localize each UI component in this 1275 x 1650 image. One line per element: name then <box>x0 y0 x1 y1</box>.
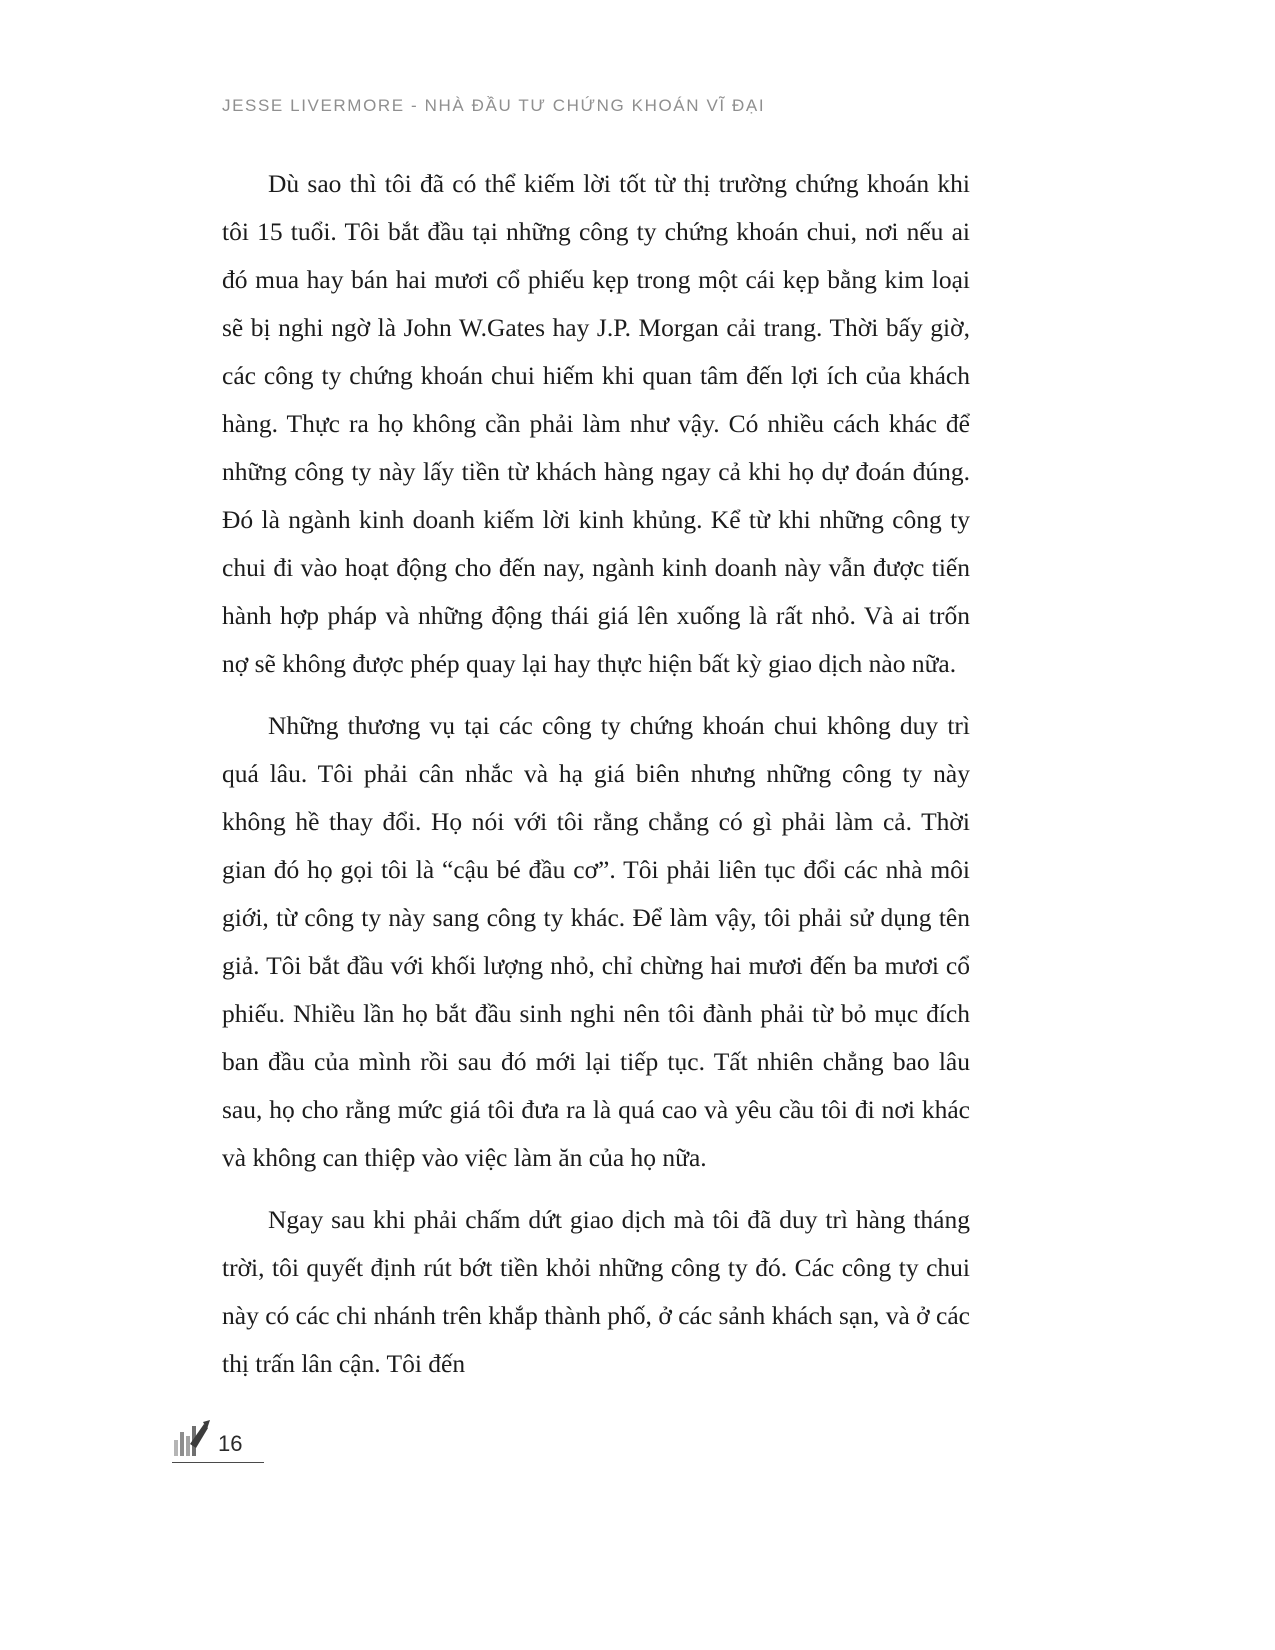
paragraph-1: Dù sao thì tôi đã có thể kiếm lời tốt từ thị trường chứng khoán khi tôi 15 tuổi. Tôi bắt đầu tại những công ty chứng khoán chui, nơi nếu ai đó mua hay bán hai mươi cổ phiếu kẹp trong một cái kẹp bằng kim loại sẽ bị nghi ngờ là John W.Gates hay J.P. Morgan cải trang. Thời bấy giờ, các công ty chứng khoán chui hiếm khi quan tâm đến lợi ích của khách hàng. Thực ra họ không cần phải làm như vậy. Có nhiều cách khác để những công ty này lấy tiền từ khách hàng ngay cả khi họ dự đoán đúng. Đó là ngành kinh doanh kiếm lời kinh khủng. Kể từ khi những công ty chui đi vào hoạt động cho đến nay, ngành kinh doanh này vẫn được tiến hành hợp pháp và những động thái giá lên xuống là rất nhỏ. Và ai trốn nợ sẽ không được phép quay lại hay thực hiện bất kỳ giao dịch nào nữa. <box>222 169 970 678</box>
paragraph-3: Ngay sau khi phải chấm dứt giao dịch mà tôi đã duy trì hàng tháng trời, tôi quyết định rút bớt tiền khỏi những công ty đó. Các công ty chui này có các chi nhánh trên khắp thành phố, ở các sảnh khách sạn, và ở các thị trấn lân cận. Tôi đến <box>222 1205 970 1378</box>
page-footer <box>172 1418 282 1463</box>
running-header: JESSE LIVERMORE - NHÀ ĐẦU TƯ CHỨNG KHOÁN VĨ ĐẠI <box>222 96 766 115</box>
page-number: 16 <box>218 1431 243 1456</box>
bar-chart-logo-icon <box>172 1418 210 1458</box>
paragraph-2: Những thương vụ tại các công ty chứng khoán chui không duy trì quá lâu. Tôi phải cân nhắc và hạ giá biên nhưng những công ty này không hề thay đổi. Họ nói với tôi rằng chẳng có gì phải làm cả. Thời gian đó họ gọi tôi là “cậu bé đầu cơ”. Tôi phải liên tục đổi các nhà môi giới, từ công ty này sang công ty khác. Để làm vậy, tôi phải sử dụng tên giả. Tôi bắt đầu với khối lượng nhỏ, chỉ chừng hai mươi đến ba mươi cổ phiếu. Nhiều lần họ bắt đầu sinh nghi nên tôi đành phải từ bỏ mục đích ban đầu của mình rồi sau đó mới lại tiếp tục. Tất nhiên chẳng bao lâu sau, họ cho rằng mức giá tôi đưa ra là quá cao và yêu cầu tôi đi nơi khác và không can thiệp vào việc làm ăn của họ nữa. <box>222 711 970 1172</box>
page-body <box>222 160 970 1402</box>
